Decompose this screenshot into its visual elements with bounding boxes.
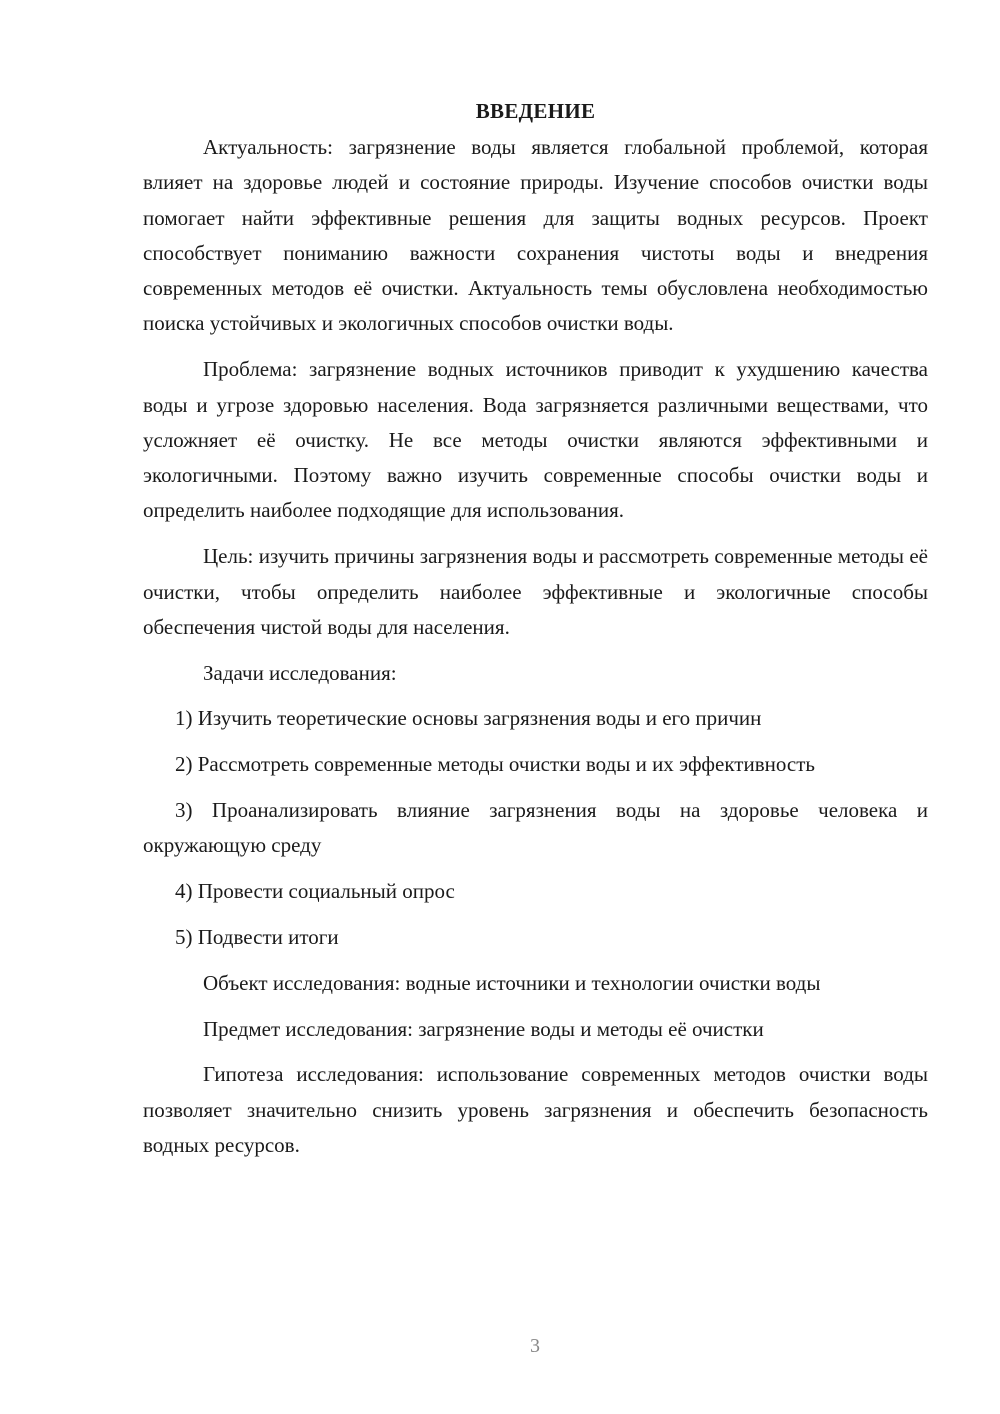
subject-paragraph: Предмет исследования: загрязнение воды и методы её очистки — [203, 1016, 764, 1041]
relevance-paragraph: Актуальность: загрязнение воды является глобальной проблемой, которая влияет на здоровье людей и состояние природы. Изучение способов очистки воды помогает найти эффективные решения для защиты водных ресурсов. Проект способствует пониманию важности сохранения чистоты воды и внедрения современных методов её очистки. Актуальность темы обусловлена необходимостью поиска устойчивых и экологичных способов очистки воды. — [143, 135, 928, 336]
document-page — [143, 96, 928, 1174]
task-item: 5) Подвести итоги — [175, 924, 339, 949]
tasks-heading: Задачи исследования: — [203, 660, 397, 685]
object-paragraph: Объект исследования: водные источники и технологии очистки воды — [203, 970, 821, 995]
task-item: 1) Изучить теоретические основы загрязнения воды и его причин — [175, 706, 762, 731]
goal-paragraph: Цель: изучить причины загрязнения воды и рассмотреть современные методы её очистки, чтобы определить наиболее эффективные и экологичные способы обеспечения чистой воды для населения. — [143, 544, 928, 639]
task-item: 3) Проанализировать влияние загрязнения воды на здоровье человека и окружающую среду — [143, 798, 928, 858]
page-number: 3 — [530, 1335, 540, 1357]
problem-paragraph: Проблема: загрязнение водных источников приводит к ухудшению качества воды и угрозе здоровью населения. Вода загрязняется различными веществами, что усложняет её очистку. Не все методы очистки являются эффективными и экологичными. Поэтому важно изучить современные способы очистки воды и определить наиболее подходящие для использования. — [143, 357, 928, 523]
task-item: 4) Провести социальный опрос — [175, 879, 455, 904]
section-title: ВВЕДЕНИЕ — [475, 99, 596, 123]
hypothesis-paragraph: Гипотеза исследования: использование современных методов очистки воды позволяет значительно снизить уровень загрязнения и обеспечить безопасность водных ресурсов. — [143, 1062, 928, 1157]
task-item: 2) Рассмотреть современные методы очистки воды и их эффективность — [175, 752, 815, 777]
